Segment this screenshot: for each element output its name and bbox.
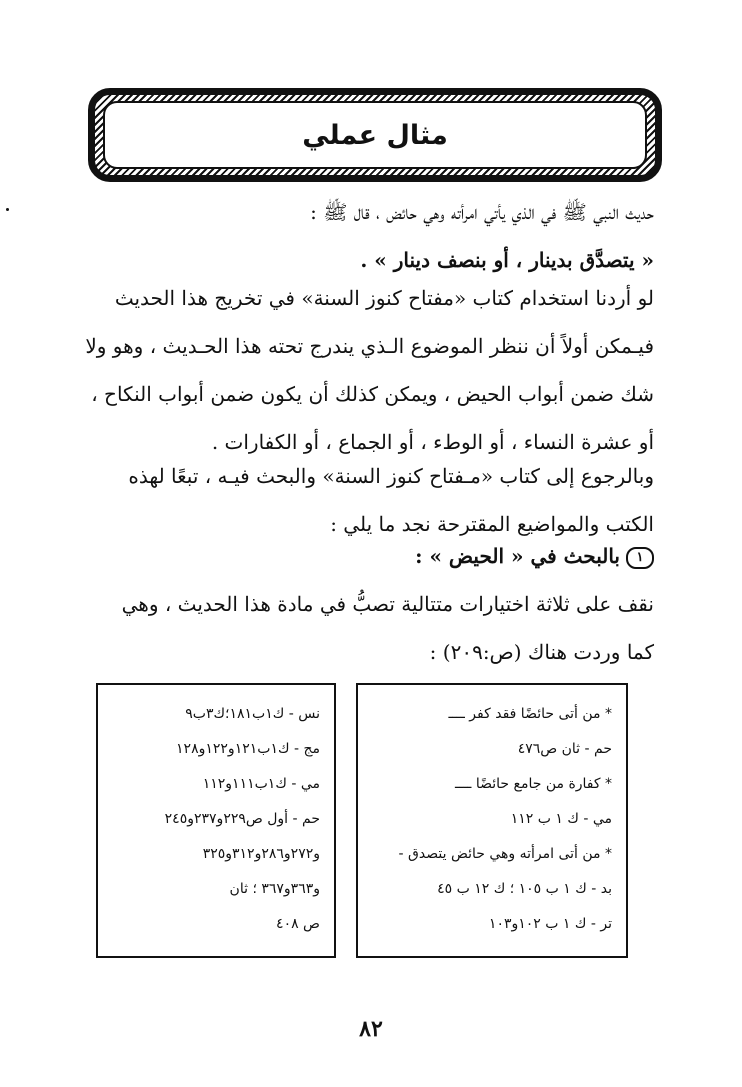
reference-row: * من أتى حائضًا فقد كفر ــــ <box>448 706 612 722</box>
reference-box-right <box>356 683 628 958</box>
reference-box-left <box>96 683 336 958</box>
reference-row: حم - أول ص٢٢٩و٢٣٧و٢٤٥ <box>164 811 320 827</box>
reference-row: مي - ك١ب١١١و١١٢ <box>202 776 320 792</box>
hadith-line-1: حديث النبي ﷺ في الذي يأتي امرأته وهي حائض ، قال ﷺ : <box>310 200 654 224</box>
reference-row: * كفارة من جامع حائضًا ــــ <box>454 776 612 792</box>
section-number-badge: ١ <box>626 547 654 569</box>
reference-row: مج - ك١ب١٢١و١٢٢و١٢٨ <box>176 741 320 757</box>
paragraph-1 <box>85 274 654 466</box>
paragraph-3-line: كما وردت هناك (ص:٢٠٩) : <box>429 640 654 664</box>
title-banner <box>88 88 662 182</box>
reference-row: نس - ك١ب١٨١؛ك٣ب٩ <box>185 706 320 722</box>
reference-row: ص ٤٠٨ <box>276 916 320 932</box>
reference-row: تر - ك ١ ب ١٠٢و١٠٣ <box>488 916 612 932</box>
reference-row: * من أتى امرأته وهي حائض يتصدق - <box>398 846 612 862</box>
reference-row: و٢٧٢و٢٨٦و٣١٢و٣٢٥ <box>202 846 320 862</box>
paragraph-1-line: فيـمكن أولاً أن ننظر الموضوع الـذي يندرج تحته هذا الحـديث ، وهو ولا <box>85 334 654 358</box>
paragraph-3-line: نقف على ثلاثة اختيارات متتالية تصبُّ في مادة هذا الحديث ، وهي <box>121 592 654 616</box>
title-banner-inner <box>103 101 647 169</box>
section-1-heading <box>96 532 654 580</box>
margin-mark <box>6 208 9 211</box>
paragraph-1-line: أو عشرة النساء ، أو الوطء ، أو الجماع ، أو الكفارات . <box>211 430 654 454</box>
reference-row: و٣٦٣و٣٦٧ ؛ ثان <box>229 881 320 897</box>
paragraph-2-line: الكتب والمواضيع المقترحة نجد ما يلي : <box>330 512 654 536</box>
reference-row: مي - ك ١ ب ١١٢ <box>510 811 612 827</box>
section-heading-text: بالبحث في « الحيض » : <box>415 544 620 568</box>
reference-row: بد - ك ١ ب ١٠٥ ؛ ك ١٢ ب ٤٥ <box>437 881 612 897</box>
paragraph-2-line: وبالرجوع إلى كتاب «مـفتاح كنوز السنة» والبحث فيـه ، تبعًا لهذه <box>128 464 654 488</box>
paragraph-1-line: لو أردنا استخدام كتاب «مفتاح كنوز السنة» في تخريج هذا الحديث <box>114 286 654 310</box>
hadith-block <box>96 188 654 284</box>
paragraph-3 <box>96 580 654 676</box>
hadith-line-2: « يتصدَّق بدينار ، أو بنصف دينار » . <box>360 248 654 272</box>
reference-row: حم - ثان ص٤٧٦ <box>517 741 612 757</box>
page-title: مثال عملي <box>302 119 448 151</box>
page-number: ٨٢ <box>359 1016 383 1042</box>
paragraph-1-line: شك ضمن أبواب الحيض ، ويمكن كذلك أن يكون ضمن أبواب النكاح ، <box>91 382 654 406</box>
